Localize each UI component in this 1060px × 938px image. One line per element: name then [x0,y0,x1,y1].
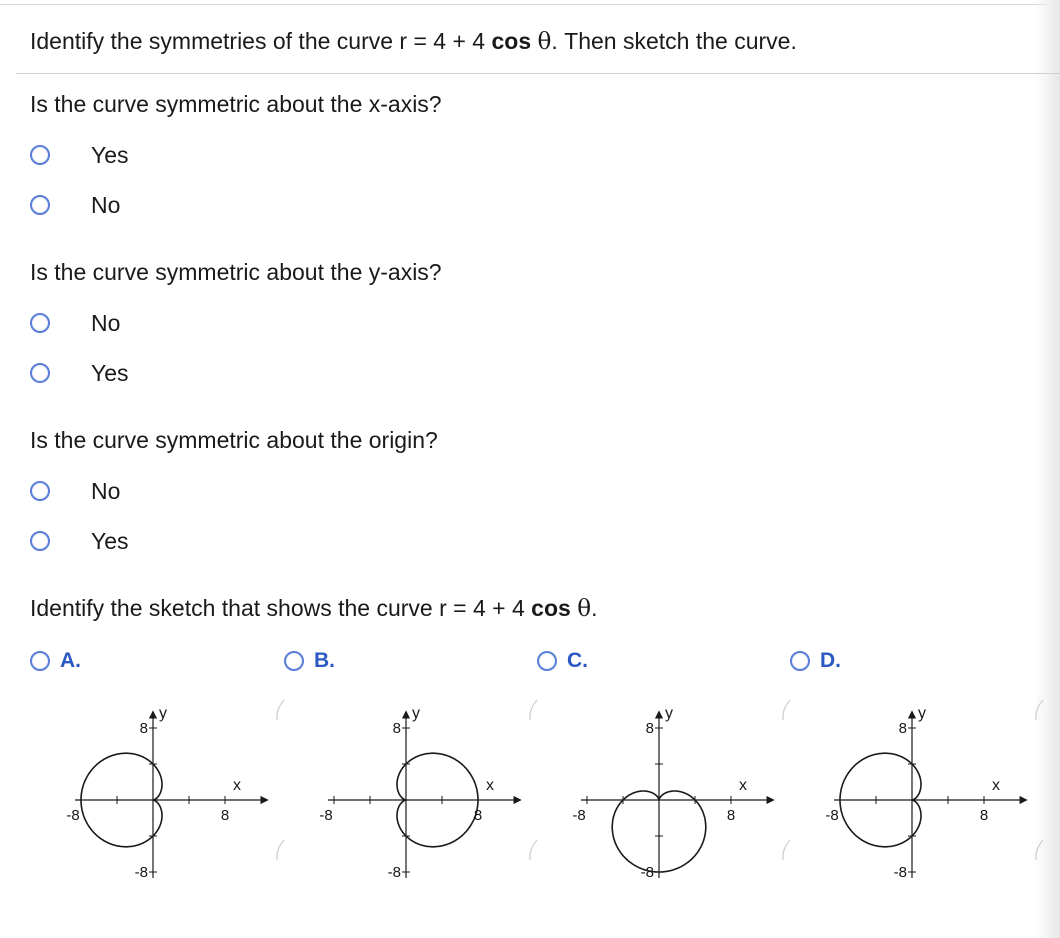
header-divider [16,73,1060,74]
statement-text: Identify the symmetries of the curve r = 4 + 4 [30,28,492,54]
choice-letter: A. [60,649,81,672]
choice-letter: B. [314,649,335,672]
y-axis-label: y [665,705,673,722]
y-max-label: 8 [645,720,654,737]
sketch-question [30,595,597,622]
option-label: No [91,191,121,218]
zoom-bracket [277,700,284,720]
graph-c[interactable] [546,688,796,888]
zoom-bracket [530,840,537,860]
question-x-axis: Is the curve symmetric about the x-axis? [30,91,442,117]
y-max-label: 8 [392,720,401,737]
graph-b[interactable] [293,688,543,888]
zoom-bracket [1036,840,1043,860]
radio-button[interactable] [30,651,50,671]
sketch-question-suffix: . [591,595,598,621]
option-label: Yes [91,141,129,168]
y-min-label: -8 [893,864,907,881]
zoom-bracket [783,840,790,860]
x-max-label: 8 [979,807,989,824]
zoom-bracket [783,700,790,720]
problem-statement [30,28,797,55]
zoom-bracket [530,700,537,720]
option-label: Yes [91,359,129,386]
radio-button[interactable] [30,195,50,215]
y-max-label: 8 [139,720,148,737]
statement-theta: θ [537,29,552,55]
option-label: Yes [91,527,129,554]
x-axis-label: x [739,777,747,794]
zoom-bracket [1036,700,1043,720]
y-min-label: -8 [134,864,148,881]
sketch-question-cos: cos [531,595,571,621]
x-min-label: -8 [319,807,333,824]
y-max-label: 8 [898,720,907,737]
x-axis-label: x [992,777,1000,794]
y-min-label: -8 [640,864,654,881]
radio-button[interactable] [30,481,50,501]
choice-letter: D. [820,649,841,672]
option-x-axis-yes[interactable] [30,140,129,170]
statement-cos: cos [491,28,532,54]
sketch-question-theta: θ [577,596,592,622]
x-min-label: -8 [572,807,586,824]
x-max-label: 8 [473,807,483,824]
option-label: No [91,477,121,504]
choice-b[interactable] [284,646,335,676]
choice-a[interactable] [30,646,81,676]
x-axis-label: x [233,777,241,794]
y-axis-label: y [918,705,926,722]
y-axis-label: y [412,705,420,722]
top-border [0,4,1060,5]
option-origin-no[interactable] [30,476,121,506]
option-y-axis-yes[interactable] [30,358,129,388]
graph-a[interactable] [40,688,290,888]
x-min-label: -8 [66,807,80,824]
x-max-label: 8 [220,807,230,824]
x-axis-label: x [486,777,494,794]
x-min-label: -8 [825,807,839,824]
choice-letter: C. [567,649,588,672]
sketch-question-text: Identify the sketch that shows the curve r = 4 + 4 [30,595,532,621]
radio-button[interactable] [30,145,50,165]
radio-button[interactable] [537,651,557,671]
radio-button[interactable] [790,651,810,671]
x-max-label: 8 [726,807,736,824]
radio-button[interactable] [30,531,50,551]
y-axis-label: y [159,705,167,722]
option-x-axis-no[interactable] [30,190,121,220]
choice-c[interactable] [537,646,588,676]
choice-d[interactable] [790,646,841,676]
question-y-axis: Is the curve symmetric about the y-axis? [30,259,442,285]
graph-d[interactable] [799,688,1049,888]
y-min-label: -8 [387,864,401,881]
option-origin-yes[interactable] [30,526,129,556]
statement-suffix: . Then sketch the curve. [551,28,797,54]
zoom-bracket [277,840,284,860]
option-y-axis-no[interactable] [30,308,121,338]
radio-button[interactable] [284,651,304,671]
question-origin: Is the curve symmetric about the origin? [30,427,438,453]
option-label: No [91,309,121,336]
radio-button[interactable] [30,363,50,383]
radio-button[interactable] [30,313,50,333]
